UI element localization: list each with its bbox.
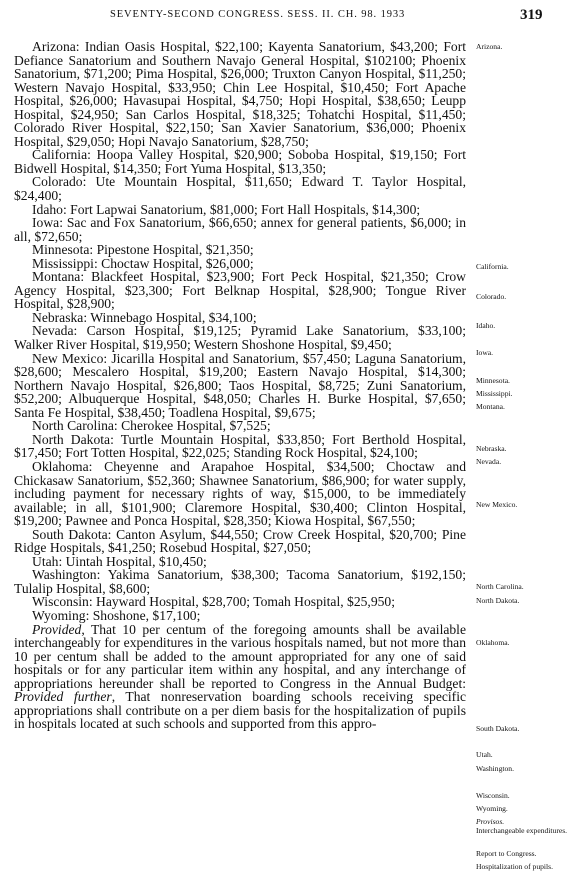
margin-note-provisos: Provisos. (476, 817, 505, 826)
proviso-text-1: , That 10 per centum of the foregoing amounts shall be available interchangeably for expenditures in the various hospitals named, but not more than 10 per centum shall be added to the amount appropriated for any one of said hospitals or for any particular item within any hospital, and any interchange of appropriations hereunder shall be reported to Congress in the Annual Budget: (14, 621, 466, 691)
state-name: Wyoming (32, 607, 86, 623)
paragraph-text: : Turtle Mountain Hospital, $33,850; Fort Berthold Hospital, $17,450; Fort Totten Hospital, $22,025; Standing Rock Hospital, $24,100; (14, 431, 466, 461)
paragraph-utah (14, 555, 466, 569)
paragraph-text: : Yakima Sanatorium, $38,300; Tacoma Sanatorium, $192,150; Tulalip Hospital, $8,600; (14, 567, 466, 596)
margin-note-mississippi: Mississippi. (476, 389, 513, 398)
paragraph-nebraska (14, 311, 466, 325)
paragraph-montana (14, 270, 466, 311)
paragraph-new-mexico (14, 352, 466, 420)
paragraph-text: : Cheyenne and Arapahoe Hospital, $34,500; Choctaw and Chickasaw Sanatorium, $52,360; Shawnee Sanatorium, $86,900; for water supply, including payment for necessary rights of way, $15,000, to be immediately available; in all, $101,900; Claremore Hospital, $30,400; Clinton Hospital, $19,200; Pawnee and Ponca Hospital, $28,350; Kiowa Hospital, $67,550; (14, 458, 466, 529)
margin-note-hospitalization: Hospitalization of pupils. (476, 862, 553, 871)
state-name: North Dakota (32, 431, 111, 447)
paragraph-text: : Indian Oasis Hospital, $22,100; Kayenta Sanatorium, $43,200; Fort Defiance Sanatorium and Southern Navajo General Hospital, $102100; Phoenix Sanatorium, $71,200; Pima Hospital, $26,000; Truxton Canyon Hospital, $11,250; Western Navajo Hospital, $33,950; Chin Lee Hospital, $10,450; Fort Apache Hospital, $26,000; Havasupai Hospital, $4,750; Hopi Hospital, $38,650; Leupp Hospital, $24,950; San Carlos Hospital, $18,325; Tohatchi Hospital, $11,450; Colorado River Hospital, $22,150; San Xavier Sanatorium, $36,000; Phoenix Hospital, $29,050; Hopi Navajo Sanatorium, $28,750; (14, 39, 466, 149)
state-name: Wisconsin (32, 594, 89, 610)
paragraph-text: : Winnebago Hospital, $34,100; (83, 309, 257, 325)
proviso-further: Provided further (14, 689, 112, 705)
paragraph-text: : Shoshone, $17,100; (85, 607, 201, 623)
margin-note-arizona: Arizona. (476, 42, 503, 51)
paragraph-wyoming (14, 609, 466, 623)
state-name: Montana (32, 269, 81, 285)
margin-note-south-dakota: South Dakota. (476, 724, 520, 733)
margin-note-utah: Utah. (476, 750, 493, 759)
paragraph-text: : Pipestone Hospital, $21,350; (89, 242, 254, 258)
proviso-lead: Provided (32, 621, 82, 637)
margin-note-iowa: Iowa. (476, 348, 494, 357)
paragraph-oklahoma (14, 460, 466, 528)
paragraph-mississippi (14, 257, 466, 271)
state-name: Idaho (32, 201, 63, 217)
paragraph-idaho (14, 203, 466, 217)
state-name: Minnesota (32, 242, 90, 258)
page-number: 319 (520, 7, 543, 23)
paragraph-north-dakota (14, 433, 466, 460)
paragraph-text: : Fort Lapwai Sanatorium, $81,000; Fort Hall Hospitals, $14,300; (62, 201, 421, 217)
margin-note-montana: Montana. (476, 402, 505, 411)
paragraph-text: : Hayward Hospital, $28,700; Tomah Hospital, $25,950; (88, 594, 395, 610)
paragraph-text: : Blackfeet Hospital, $23,900; Fort Peck Hospital, $21,350; Crow Agency Hospital, $23,300; Fort Belknap Hospital, $28,900; Tongue River Hospital, $28,900; (14, 269, 466, 312)
margin-note-idaho: Idaho. (476, 321, 496, 330)
proviso-text-2: , That nonreservation boarding schools receiving specific appropriations shall contribute on a per diem basis for the hospitalization of pupils in hospitals located at such schools and supported from this appro- (14, 689, 467, 732)
state-name: Arizona (32, 39, 76, 54)
state-name: Iowa (32, 215, 60, 231)
state-name: Colorado (32, 174, 83, 190)
margin-note-colorado: Colorado. (476, 292, 507, 301)
margin-note-oklahoma: Oklahoma. (476, 638, 510, 647)
paragraph-arizona (14, 40, 466, 148)
paragraph-text: : Sac and Fox Sanatorium, $66,650; annex for general patients, $6,000; in all, $72,650; (14, 215, 466, 244)
page-header (0, 7, 574, 25)
state-name: California (32, 147, 88, 163)
state-name: Oklahoma (32, 458, 89, 474)
paragraph-text: : Choctaw Hospital, $26,000; (93, 255, 254, 271)
paragraph-proviso (14, 623, 466, 731)
statute-text (14, 40, 466, 731)
state-name: Utah (32, 553, 59, 569)
paragraph-iowa (14, 216, 466, 243)
margin-note-report: Report to Congress. (476, 849, 537, 858)
paragraph-colorado (14, 175, 466, 202)
margin-note-new-mexico: New Mexico. (476, 500, 518, 509)
paragraph-text: : Canton Asylum, $44,550; Crow Creek Hospital, $20,700; Pine Ridge Hospitals, $41,250; Rosebud Hospital, $27,050; (14, 526, 466, 556)
margin-note-north-carolina: North Carolina. (476, 582, 524, 591)
paragraph-washington (14, 568, 466, 595)
state-name: Nevada (32, 323, 74, 339)
paragraph-text: : Uintah Hospital, $10,450; (58, 553, 207, 569)
margin-note-north-dakota: North Dakota. (476, 596, 520, 605)
state-name: Mississippi (32, 255, 94, 271)
state-name: Nebraska (32, 309, 84, 325)
margin-note-washington: Washington. (476, 764, 514, 773)
state-name: North Carolina (32, 418, 114, 434)
state-name: South Dakota (32, 526, 108, 542)
margin-note-nebraska: Nebraska. (476, 444, 507, 453)
paragraph-nevada (14, 324, 466, 351)
margin-note-wyoming: Wyoming. (476, 804, 508, 813)
paragraph-wisconsin (14, 595, 466, 609)
paragraph-california (14, 148, 466, 175)
margin-note-interchangeable: Interchangeable expenditures. (476, 826, 568, 835)
paragraph-north-carolina (14, 419, 466, 433)
margin-note-wisconsin: Wisconsin. (476, 791, 510, 800)
running-head: SEVENTY-SECOND CONGRESS. SESS. II. CH. 98. 1933 (110, 9, 406, 20)
margin-note-nevada: Nevada. (476, 457, 502, 466)
paragraph-text: : Cherokee Hospital, $7,525; (113, 418, 271, 434)
paragraph-text: : Jicarilla Hospital and Sanatorium, $57,450; Laguna Sanatorium, $28,600; Mescalero Hospital, $19,200; Eastern Navajo Hospital, $14,300; Northern Navajo Hospital, $26,800; Taos Hospital, $8,725; Zuni Sanatorium, $52,200; Albuquerque Hospital, $48,050; Charles H. Burke Hospital, $7,650; Santa Fe Hospital, $38,450; Toadlena Hospital, $9,675; (14, 350, 466, 420)
paragraph-text: : Ute Mountain Hospital, $11,650; Edward T. Taylor Hospital, $24,400; (14, 174, 466, 204)
paragraph-text: : Hoopa Valley Hospital, $20,900; Soboba Hospital, $19,150; Fort Bidwell Hospital, $14,350; Fort Yuma Hospital, $13,350; (14, 147, 466, 176)
paragraph-minnesota (14, 243, 466, 257)
paragraph-text: : Carson Hospital, $19,125; Pyramid Lake Sanatorium, $33,100; Walker River Hospital, $19,950; Western Shoshone Hospital, $9,450; (14, 323, 466, 353)
state-name: New Mexico (32, 350, 104, 366)
margin-note-california: California. (476, 262, 509, 271)
state-name: Washington (32, 567, 97, 583)
margin-note-minnesota: Minnesota. (476, 376, 510, 385)
paragraph-south-dakota (14, 528, 466, 555)
